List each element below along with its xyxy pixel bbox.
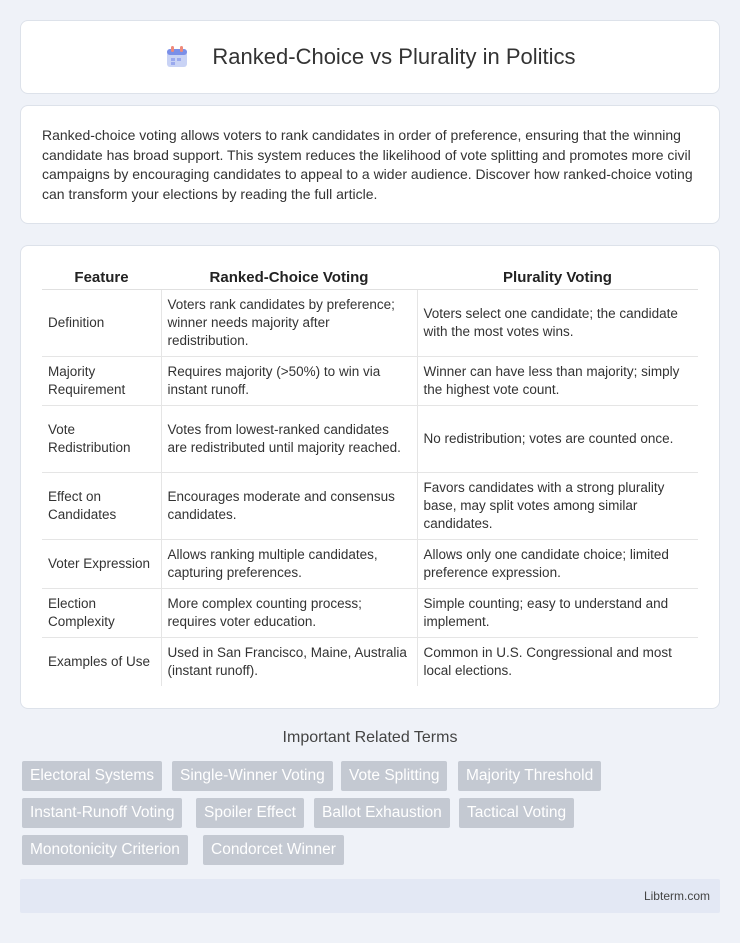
- title-card: [20, 20, 720, 94]
- tag-condorcet-winner[interactable]: Condorcet Winner: [203, 835, 344, 865]
- feature-cell: Effect on Candidates: [42, 472, 161, 539]
- table-row: [42, 289, 698, 356]
- table-row: [42, 472, 698, 539]
- intro-card: [20, 105, 720, 224]
- tag-instant-runoff-voting[interactable]: Instant-Runoff Voting: [22, 798, 182, 828]
- page-title: Ranked-Choice vs Plurality in Politics: [212, 44, 576, 69]
- header-ranked-choice: Ranked-Choice Voting: [161, 266, 417, 289]
- ranked-choice-cell: Voters rank candidates by preference; winner needs majority after redistribution.: [161, 289, 417, 356]
- tag-single-winner-voting[interactable]: Single-Winner Voting: [172, 761, 333, 791]
- header-feature: Feature: [42, 266, 161, 289]
- tag-vote-splitting[interactable]: Vote Splitting: [341, 761, 447, 791]
- tag-spoiler-effect[interactable]: Spoiler Effect: [196, 798, 304, 828]
- tag-electoral-systems[interactable]: Electoral Systems: [22, 761, 162, 791]
- plurality-cell: Allows only one candidate choice; limited preference expression.: [417, 539, 698, 588]
- footer: [20, 879, 720, 913]
- ranked-choice-cell: More complex counting process; requires voter education.: [161, 588, 417, 637]
- table-header-row: [42, 266, 698, 289]
- comparison-table: [42, 266, 698, 686]
- ranked-choice-cell: Allows ranking multiple candidates, capturing preferences.: [161, 539, 417, 588]
- feature-cell: Vote Redistribution: [42, 405, 161, 472]
- calendar-icon: [164, 44, 190, 70]
- plurality-cell: Favors candidates with a strong plurality base, may split votes among similar candidates.: [417, 472, 698, 539]
- feature-cell: Election Complexity: [42, 588, 161, 637]
- table-row: [42, 539, 698, 588]
- feature-cell: Examples of Use: [48, 653, 151, 669]
- feature-cell: Definition: [42, 289, 161, 356]
- table-row: [42, 356, 698, 405]
- tag-majority-threshold[interactable]: Majority Threshold: [458, 761, 601, 791]
- plurality-cell: Simple counting; easy to understand and implement.: [417, 588, 698, 637]
- tag-ballot-exhaustion[interactable]: Ballot Exhaustion: [314, 798, 450, 828]
- ranked-choice-cell: Requires majority (>50%) to win via instant runoff.: [161, 356, 417, 405]
- ranked-choice-cell: Encourages moderate and consensus candidates.: [161, 472, 417, 539]
- intro-text: Ranked-choice voting allows voters to rank candidates in order of preference, ensuring that the winning candidate has broad support. This system reduces the likelihood of vote splitting and promotes more civil campaigns by encouraging candidates to appeal to a wider audience. Discover how ranked-choice voting can transform your elections by reading the full article.: [42, 127, 693, 202]
- tag-tactical-voting[interactable]: Tactical Voting: [459, 798, 574, 828]
- plurality-cell: Common in U.S. Congressional and most local elections.: [417, 637, 698, 686]
- ranked-choice-cell: Used in San Francisco, Maine, Australia (instant runoff).: [161, 637, 417, 686]
- feature-cell: Majority Requirement: [42, 356, 161, 405]
- ranked-choice-cell: Votes from lowest-ranked candidates are redistributed until majority reached.: [161, 405, 417, 472]
- table-row: [42, 637, 698, 686]
- plurality-cell: No redistribution; votes are counted once.: [417, 405, 698, 472]
- related-terms-heading: Important Related Terms: [282, 729, 458, 746]
- table-row: [42, 588, 698, 637]
- footer-brand[interactable]: Libterm.com: [643, 889, 710, 903]
- table-row: [42, 405, 698, 472]
- tag-monotonicity-criterion[interactable]: Monotonicity Criterion: [22, 835, 188, 865]
- header-plurality: Plurality Voting: [417, 266, 698, 289]
- comparison-table-card: [20, 245, 720, 709]
- feature-cell: Voter Expression: [42, 539, 161, 588]
- plurality-cell: Voters select one candidate; the candidate with the most votes wins.: [417, 289, 698, 356]
- plurality-cell: Winner can have less than majority; simply the highest vote count.: [417, 356, 698, 405]
